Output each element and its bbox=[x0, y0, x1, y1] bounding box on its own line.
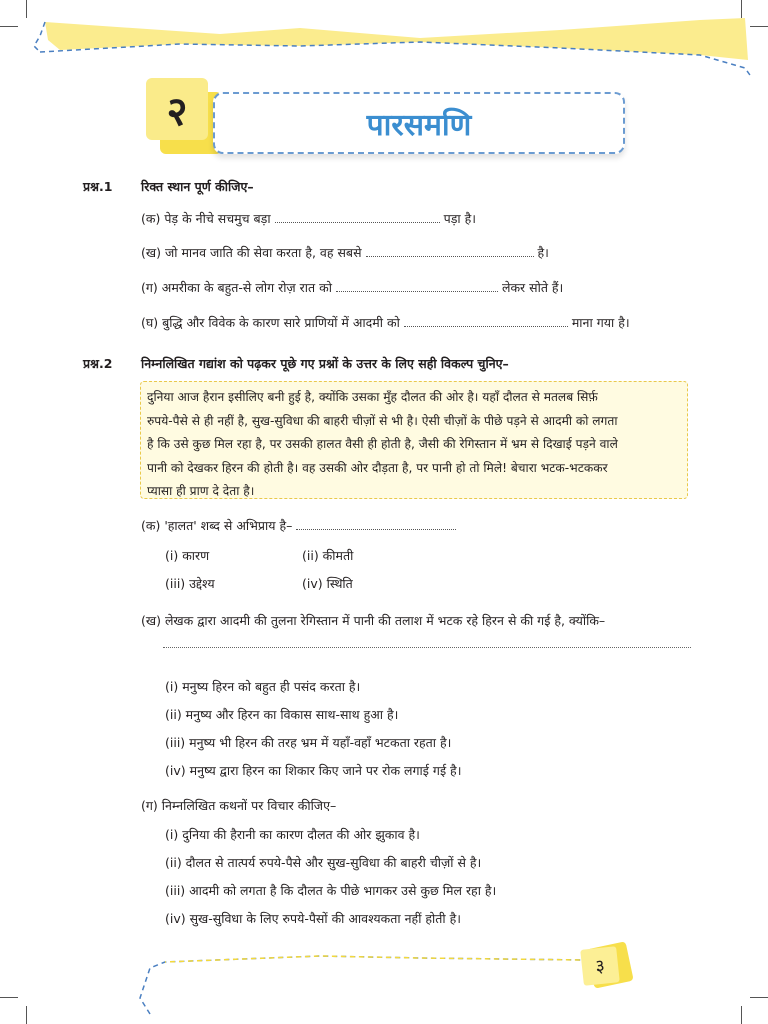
top-banner bbox=[0, 0, 768, 90]
blank-line[interactable] bbox=[296, 519, 456, 530]
q2b-option[interactable]: (iii) मनुष्य भी हिरन की तरह भ्रम में यहाँ-वहाँ भटकता रहता है। bbox=[165, 735, 452, 750]
q2a-option[interactable]: (iv) स्थिति bbox=[302, 576, 353, 591]
q2b-option[interactable]: (ii) मनुष्य और हिरन का विकास साथ-साथ हुआ है। bbox=[165, 707, 399, 722]
blank-line[interactable] bbox=[404, 316, 568, 327]
answer-line[interactable] bbox=[163, 647, 691, 648]
q2a-question bbox=[141, 517, 460, 534]
q2b-option[interactable]: (i) मनुष्य हिरन को बहुत ही पसंद करता है। bbox=[165, 679, 361, 694]
q2c-option[interactable]: (ii) दौलत से तात्पर्य रुपये-पैसे और सुख-सुविधा की बाहरी चीज़ों से है। bbox=[165, 855, 482, 870]
q2c-option[interactable]: (iv) सुख-सुविधा के लिए रुपये-पैसों की आवश्यकता नहीं होती है। bbox=[165, 911, 461, 926]
chapter-title: पारसमणि bbox=[213, 92, 625, 154]
q1-item-text: (घ) बुद्धि और विवेक के कारण सारे प्राणियों में आदमी को bbox=[141, 315, 400, 330]
q2c-option[interactable]: (i) दुनिया की हैरानी का कारण दौलत की ओर झुकाव है। bbox=[165, 827, 420, 842]
q2a-option[interactable]: (i) कारण bbox=[165, 548, 210, 563]
q2c-option[interactable]: (iii) आदमी को लगता है कि दौलत के पीछे भागकर उसे कुछ मिल रहा है। bbox=[165, 883, 497, 898]
q2-heading: निम्नलिखित गद्यांश को पढ़कर पूछे गए प्रश्नों के उत्तर के लिए सही विकल्प चुनिए– bbox=[141, 356, 509, 371]
q2a-option[interactable]: (ii) कीमती bbox=[302, 548, 354, 563]
chapter-number: २ bbox=[146, 78, 208, 140]
q1-item-b bbox=[141, 244, 549, 261]
q2a-question-text: (क) 'हालत' शब्द से अभिप्राय है– bbox=[141, 518, 293, 533]
q1-item-text: माना गया है। bbox=[571, 315, 630, 330]
q1-item-a bbox=[141, 210, 476, 227]
passage-line: पानी को देखकर हिरन की होती है। वह उसकी ओर दौड़ता है, पर पानी हो तो मिले! बेचारा भटक-भटककर bbox=[147, 460, 608, 475]
q2b-option[interactable]: (iv) मनुष्य द्वारा हिरन का शिकार किए जाने पर रोक लगाई गई है। bbox=[165, 763, 462, 778]
passage-line: दुनिया आज हैरान इसीलिए बनी हुई है, क्योंकि उसका मुँह दौलत की ओर है। यहाँ दौलत से मतलब सिर्फ़ bbox=[147, 390, 598, 404]
passage-line: है कि उसे कुछ मिल रहा है, पर उसकी हालत वैसी ही होती है, जैसी की रेगिस्तान में भ्रम से दिखाई पड़ने वाले bbox=[147, 437, 618, 451]
q1-label: प्रश्न.1 bbox=[83, 179, 113, 194]
q2b-question: (ख) लेखक द्वारा आदमी की तुलना रेगिस्तान में पानी की तलाश में भटक रहे हिरन से की गई है, क्योंकि– bbox=[141, 613, 606, 628]
passage-line: रुपये-पैसे से ही नहीं है, सुख-सुविधा की बाहरी चीज़ों से भी है। ऐसी चीज़ों के पीछे पड़ने से आदमी को लगता bbox=[147, 413, 618, 428]
q1-item-text: है। bbox=[537, 245, 549, 260]
q1-item-text: (क) पेड़ के नीचे सचमुच बड़ा bbox=[141, 211, 271, 226]
blank-line[interactable] bbox=[336, 281, 498, 292]
page-number: ३ bbox=[580, 946, 620, 986]
q1-item-text: (ग) अमरीका के बहुत-से लोग रोज़ रात को bbox=[141, 280, 332, 295]
passage-box bbox=[140, 381, 688, 499]
q2c-question: (ग) निम्नलिखित कथनों पर विचार कीजिए– bbox=[141, 798, 337, 813]
blank-line[interactable] bbox=[275, 212, 440, 223]
blank-line[interactable] bbox=[366, 246, 534, 257]
passage-line: प्यासा ही प्राण दे देता है। bbox=[147, 484, 255, 498]
q1-item-text: पड़ा है। bbox=[443, 211, 476, 226]
q1-item-text: (ख) जो मानव जाति की सेवा करता है, वह सबसे bbox=[141, 245, 362, 260]
q2-label: प्रश्न.2 bbox=[83, 356, 113, 371]
q1-item-d bbox=[141, 314, 630, 331]
bottom-dashed-line bbox=[0, 940, 768, 1024]
q2a-option[interactable]: (iii) उद्देश्य bbox=[165, 576, 215, 591]
q1-item-c bbox=[141, 279, 563, 296]
q1-heading: रिक्त स्थान पूर्ण कीजिए– bbox=[141, 179, 254, 194]
q1-item-text: लेकर सोते हैं। bbox=[501, 280, 564, 295]
